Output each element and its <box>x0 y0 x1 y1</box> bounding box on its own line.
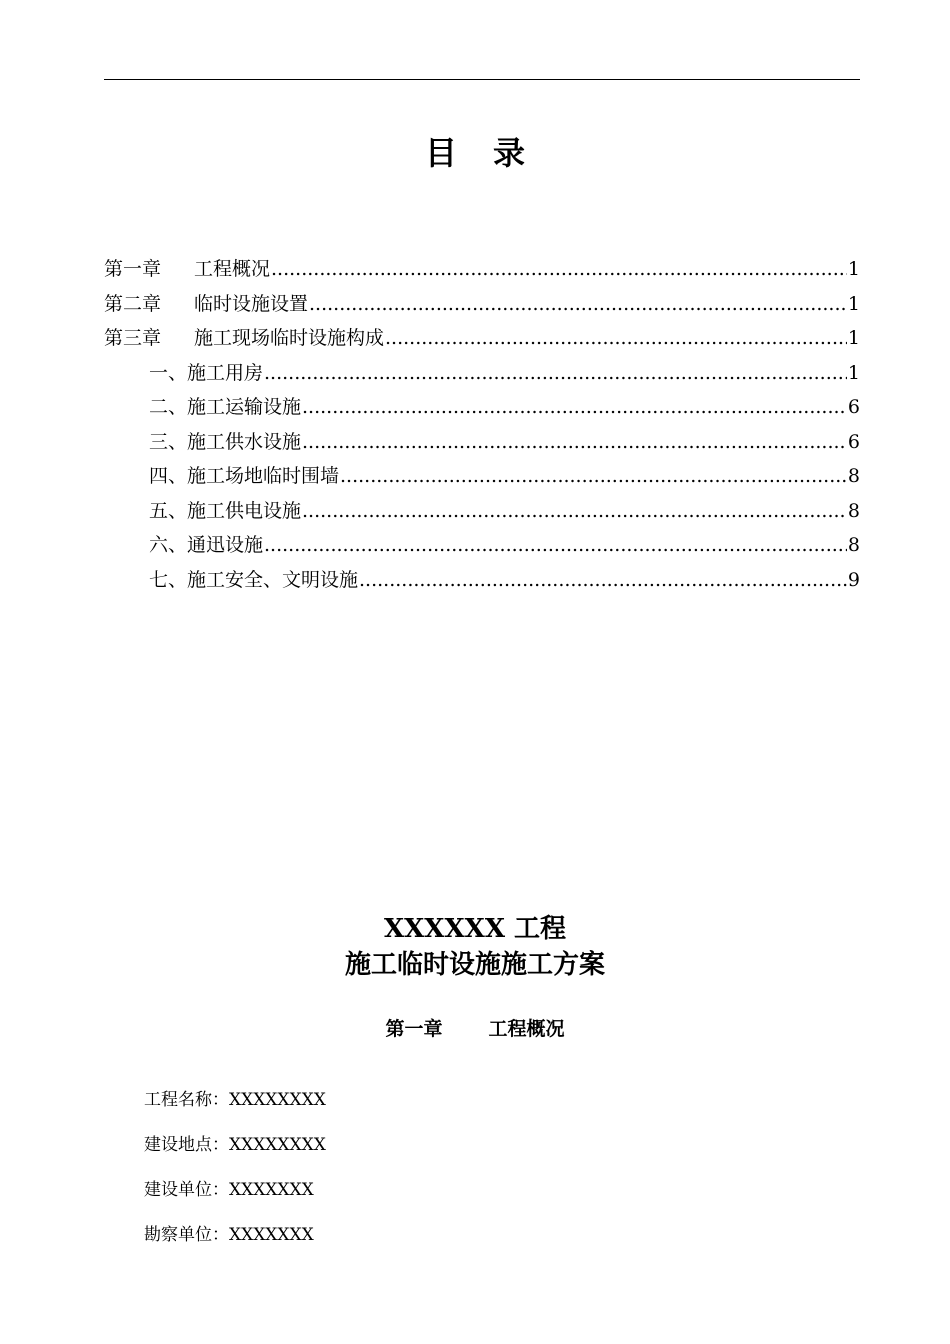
toc-leader-dots <box>264 362 847 384</box>
toc-entry-title: 五、施工供电设施 <box>149 499 302 522</box>
info-construction-site <box>144 1130 326 1155</box>
toc-leader-dots <box>302 431 847 453</box>
toc-chapter-number: 第三章 <box>104 327 162 349</box>
toc-entry-title: 四、施工场地临时围墙 <box>149 465 340 487</box>
chapter-heading <box>0 1014 950 1041</box>
toc-page-number: 1 <box>847 327 860 349</box>
toc-entry-title: 七、施工安全、文明设施 <box>149 568 359 591</box>
toc-entry-chapter-3[interactable] <box>104 323 860 358</box>
info-construction-unit <box>144 1175 314 1200</box>
toc-page-number: 6 <box>847 430 860 453</box>
toc-leader-dots <box>302 500 847 522</box>
info-value: XXXXXXXX <box>229 1090 326 1110</box>
toc-entry-section-3[interactable] <box>104 427 860 462</box>
toc-leader-dots <box>385 327 847 349</box>
toc-page-number: 9 <box>847 568 860 591</box>
toc-chapter-number: 第一章 <box>104 258 162 280</box>
toc-title: 目 录 <box>424 134 526 172</box>
toc-entry-chapter-1[interactable] <box>104 254 860 289</box>
toc-entry-section-1[interactable] <box>104 358 860 393</box>
toc-page-number: 6 <box>847 396 860 418</box>
toc-entry-title: 三、施工供水设施 <box>149 430 302 453</box>
info-project-name <box>144 1085 326 1110</box>
chapter-number: 第一章 <box>385 1018 443 1040</box>
toc-entry-title: 临时设施设置 <box>194 292 309 315</box>
toc-entry-section-5[interactable] <box>104 496 860 531</box>
toc-entry-title: 工程概况 <box>194 258 271 280</box>
toc-page-number: 1 <box>847 361 860 384</box>
toc-page-number: 1 <box>847 292 860 315</box>
info-value: XXXXXXXX <box>229 1135 326 1155</box>
toc-entry-title: 一、施工用房 <box>149 361 264 384</box>
toc-leader-dots <box>302 396 847 418</box>
info-survey-unit <box>144 1220 314 1245</box>
toc-entry-title: 二、施工运输设施 <box>149 396 302 418</box>
toc-leader-dots <box>340 465 847 487</box>
info-label: 工程名称： <box>144 1090 229 1110</box>
info-label: 建设地点： <box>144 1135 229 1155</box>
toc-leader-dots <box>264 534 847 556</box>
info-value: XXXXXXX <box>229 1180 314 1200</box>
toc-entry-section-2[interactable] <box>104 392 860 427</box>
toc-entry-section-7[interactable] <box>104 565 860 600</box>
info-label: 勘察单位： <box>144 1225 229 1245</box>
toc-entry-title: 施工现场临时设施构成 <box>194 327 385 349</box>
toc-page-number: 8 <box>847 534 860 556</box>
toc-entry-title: 六、通迅设施 <box>149 534 264 556</box>
info-label: 建设单位： <box>144 1180 229 1200</box>
toc-entry-section-4[interactable] <box>104 461 860 496</box>
info-value: XXXXXXX <box>229 1225 314 1245</box>
toc-chapter-number: 第二章 <box>104 292 162 315</box>
toc-leader-dots <box>309 293 847 315</box>
chapter-title: 工程概况 <box>488 1018 565 1040</box>
toc-leader-dots <box>359 569 847 591</box>
toc-page-number: 1 <box>847 258 860 280</box>
toc-page-number: 8 <box>847 465 860 487</box>
toc-page-number: 8 <box>847 499 860 522</box>
toc-leader-dots <box>271 258 847 280</box>
header-rule <box>104 79 860 80</box>
toc-entry-chapter-2[interactable] <box>104 289 860 324</box>
document-title-project: XXXXXX 工程 <box>383 914 567 944</box>
toc-entry-section-6[interactable] <box>104 530 860 565</box>
document-title-plan: 施工临时设施施工方案 <box>344 950 605 980</box>
table-of-contents <box>104 254 860 599</box>
